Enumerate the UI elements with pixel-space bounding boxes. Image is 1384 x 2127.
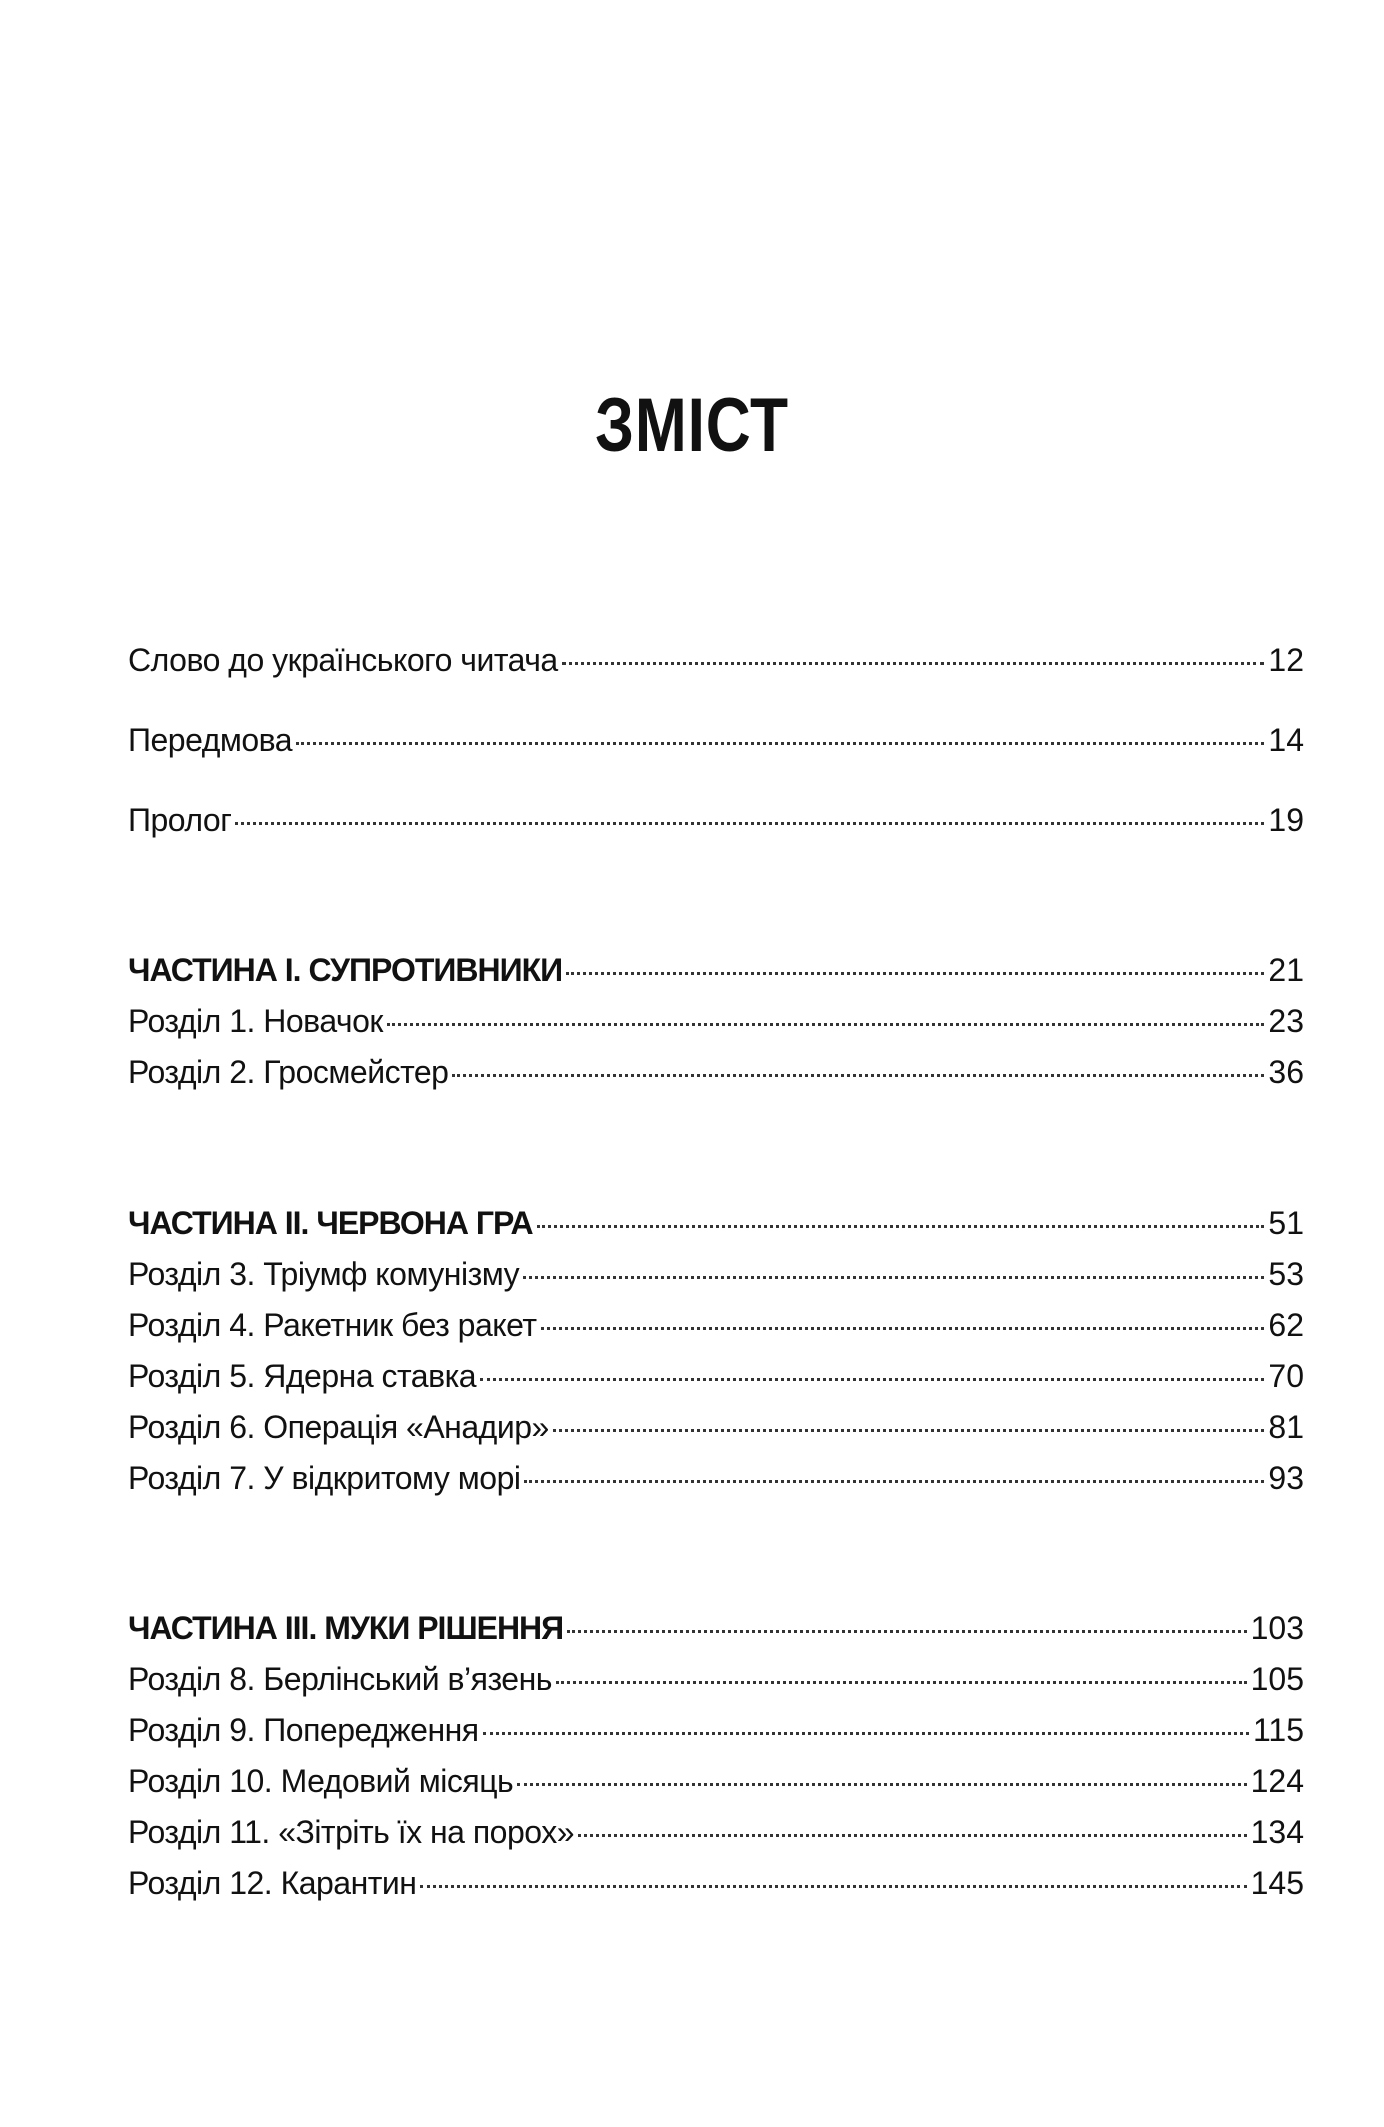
dot-leader [553,1429,1265,1432]
toc-entry-label: Розділ 6. Операція «Анадир» [128,1409,549,1445]
dot-leader [420,1885,1246,1888]
toc-part-2 [128,1203,1304,1243]
toc-chapter-10 [128,1761,1304,1801]
toc-entry-label: Розділ 12. Карантин [128,1865,417,1901]
toc-part-3 [128,1608,1304,1648]
toc-part-1 [128,950,1304,990]
toc-entry-label: Розділ 4. Ракетник без ракет [128,1307,537,1343]
dot-leader [541,1327,1265,1330]
toc-entry-preface [128,720,1304,760]
dot-leader [517,1783,1246,1786]
toc-entry-label: Слово до українського читача [128,642,558,678]
toc-entry-label: Розділ 11. «Зітріть їх на порох» [128,1814,574,1850]
toc-chapter-9 [128,1710,1304,1750]
dot-leader [562,662,1265,665]
toc-entry-label: Розділ 10. Медовий місяць [128,1763,514,1799]
toc-entry-page: 53 [1268,1256,1304,1292]
toc-entry-page: 12 [1268,642,1304,678]
dot-leader [537,1225,1265,1228]
toc-chapter-11 [128,1812,1304,1852]
dot-leader [296,742,1264,745]
toc-entry-label: Розділ 2. Гросмейстер [128,1054,449,1090]
toc-chapter-2 [128,1052,1304,1092]
toc-entry-label: Розділ 9. Попередження [128,1712,479,1748]
toc-entry-label: Пролог [128,802,232,838]
toc-entry-page: 145 [1250,1865,1304,1901]
toc-entry-page: 124 [1250,1763,1304,1799]
toc-entry-page: 93 [1268,1460,1304,1496]
toc-entry-page: 81 [1268,1409,1304,1445]
toc-chapter-4 [128,1305,1304,1345]
page-title: ЗМІСТ [595,383,789,468]
dot-leader [556,1681,1247,1684]
toc-chapter-1 [128,1001,1304,1041]
dot-leader [523,1276,1264,1279]
toc-entry-label: Розділ 7. У відкритому морі [128,1460,521,1496]
toc-chapter-12 [128,1863,1304,1903]
toc-part-label: ЧАСТИНА ІІ. ЧЕРВОНА ГРА [128,1205,533,1241]
toc-entry-page: 51 [1268,1205,1304,1241]
dot-leader [524,1480,1264,1483]
toc-entry-page: 70 [1268,1358,1304,1394]
toc-entry-page: 105 [1250,1661,1304,1697]
toc-part-label: ЧАСТИНА ІІІ. МУКИ РІШЕННЯ [128,1610,564,1646]
toc-entry-page: 14 [1268,722,1304,758]
toc-entry-page: 21 [1268,952,1304,988]
dot-leader [235,822,1264,825]
toc-chapter-7 [128,1458,1304,1498]
dot-leader [480,1378,1264,1381]
dot-leader [387,1023,1265,1026]
toc-entry-page: 103 [1250,1610,1304,1646]
toc-entry-page: 19 [1268,802,1304,838]
toc-chapter-6 [128,1407,1304,1447]
toc-chapter-5 [128,1356,1304,1396]
toc-entry-label: Розділ 1. Новачок [128,1003,383,1039]
toc-chapter-8 [128,1659,1304,1699]
toc-entry-page: 23 [1268,1003,1304,1039]
toc-entry-prologue [128,800,1304,840]
dot-leader [567,1630,1246,1633]
toc-entry-page: 36 [1268,1054,1304,1090]
toc-entry-foreword-ukrainian [128,640,1304,680]
dot-leader [578,1834,1247,1837]
toc-entry-label: Розділ 5. Ядерна ставка [128,1358,477,1394]
toc-entry-page: 115 [1252,1712,1304,1748]
toc-chapter-3 [128,1254,1304,1294]
dot-leader [566,972,1264,975]
toc-entry-page: 134 [1250,1814,1304,1850]
dot-leader [483,1732,1249,1735]
dot-leader [452,1074,1264,1077]
toc-entry-label: Розділ 3. Тріумф комунізму [128,1256,520,1292]
toc-entry-page: 62 [1268,1307,1304,1343]
toc-entry-label: Передмова [128,722,293,758]
toc-part-label: ЧАСТИНА І. СУПРОТИВНИКИ [128,952,563,988]
toc-entry-label: Розділ 8. Берлінський в’язень [128,1661,552,1697]
